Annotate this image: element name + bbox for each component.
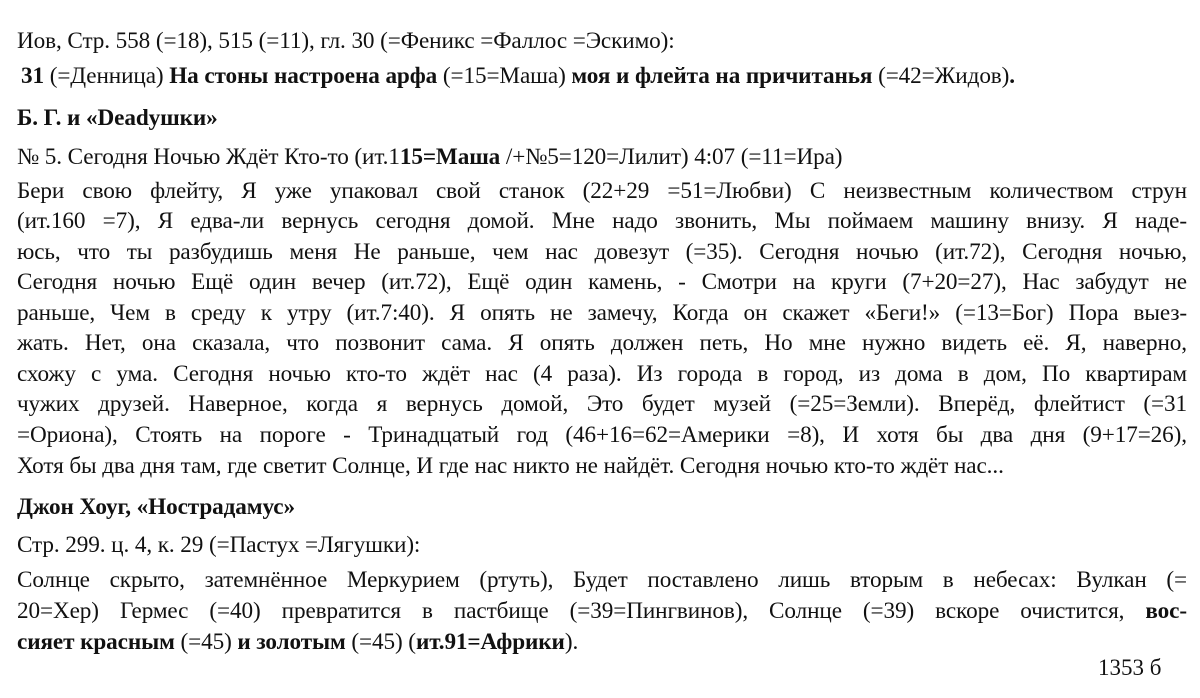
verse-31-line [21, 62, 1015, 90]
verse-text: (=15=Маша) [437, 63, 572, 89]
lyrics-line: схожу с ума. Сегодня ночью кто-то ждёт нас (4 раза). Из города в город, из дома в дом, По квартирам [17, 361, 1187, 387]
track-bold-text: 15=Маша [399, 144, 501, 170]
quatrain-bold-text: вос- [1145, 598, 1187, 624]
lyrics-line: Сегодня ночью Ещё один вечер (ит.72), Ещё один камень, - Смотри на круги (7+20=27), Нас забудут не [17, 269, 1187, 295]
quatrain-reference: Стр. 299. ц. 4, к. 29 (=Пастух =Лягушки): [17, 532, 421, 558]
track-text: /+№5=120=Лилит) 4:07 (=11=Ира) [500, 144, 843, 170]
lyrics-line: Бери свою флейту, Я уже упаковал свой станок (22+29 =51=Любви) С неизвестным количеством струн [17, 178, 1187, 204]
quatrain-line [17, 597, 1187, 625]
page-number: 1353 б [1098, 655, 1162, 680]
verse-text: (=Денница) [44, 63, 170, 89]
lyrics-line: (ит.160 =7), Я едва-ли вернусь сегодня домой. Мне надо звонить, Мы поймаем машину внизу. Я наде- [17, 208, 1187, 234]
verse-bold-text: моя и флейта на причитанья [571, 63, 873, 89]
quatrain-bold-text: ит.91=Африки [415, 629, 565, 655]
lyrics-line: жать. Нет, она сказала, что позвонит сама. Я опять должен петь, Но мне нужно видеть её. Я, наверно, [17, 330, 1187, 356]
header-line [17, 27, 675, 55]
quatrain-bold-text: сияет красным [17, 629, 175, 655]
quatrain-bold-text: и золотым [237, 629, 346, 655]
verse-bold-text: На стоны настроена арфа [169, 63, 438, 89]
header-reference: Иов, Стр. 558 (=18), 515 (=11), гл. 30 (=Феникс =Фаллос =Эскимо): [17, 28, 675, 54]
quatrain-text: (=45) [174, 629, 238, 655]
quatrain-line: Солнце скрыто, затемнённое Меркурием (ртуть), Будет поставлено лишь вторым в небесах: Вулкан (= [17, 567, 1187, 593]
lyrics-line: Хотя бы два дня там, где светит Солнце, И где нас никто не найдёт. Сегодня ночью кто-то ждёт нас... [17, 453, 1004, 479]
quatrain-text: (=45) ( [345, 629, 416, 655]
verse-bold-text: . [1009, 63, 1015, 89]
lyrics-line: =Ориона), Стоять на пороге - Тринадцатый год (46+16=62=Америки =8), И хотя бы два дня (9+17=26), [17, 422, 1187, 448]
quatrain-text: ). [564, 629, 579, 655]
track-text: № 5. Сегодня Ночью Ждёт Кто-то (ит.1 [17, 144, 400, 170]
quatrain-text: 20=Хер) Гермес (=40) превратится в пастбище (=39=Пингвинов), Солнце (=39) вскоре очистится, [17, 598, 1146, 624]
verse-number: 31 [21, 63, 44, 89]
quatrain-line [17, 628, 578, 656]
lyrics-line: раньше, Чем в среду к утру (ит.7:40). Я опять не замечу, Когда он скажет «Беги!» (=13=Бог) Пора выез- [17, 300, 1187, 326]
verse-text: (=42=Жидов) [872, 63, 1010, 89]
track-line [17, 143, 842, 171]
lyrics-line: чужих друзей. Наверное, когда я вернусь домой, Это будет музей (=25=Земли). Вперёд, флейтист (=31 [17, 391, 1187, 417]
section-title-bg: Б. Г. и «Deadушки» [17, 105, 218, 131]
lyrics-line: юсь, что ты разбудишь меня Не раньше, чем нас довезут (=35). Сегодня ночью (ит.72), Сегодня ночью, [17, 239, 1187, 265]
section-title-nostradamus: Джон Хоуг, «Нострадамус» [17, 494, 295, 520]
